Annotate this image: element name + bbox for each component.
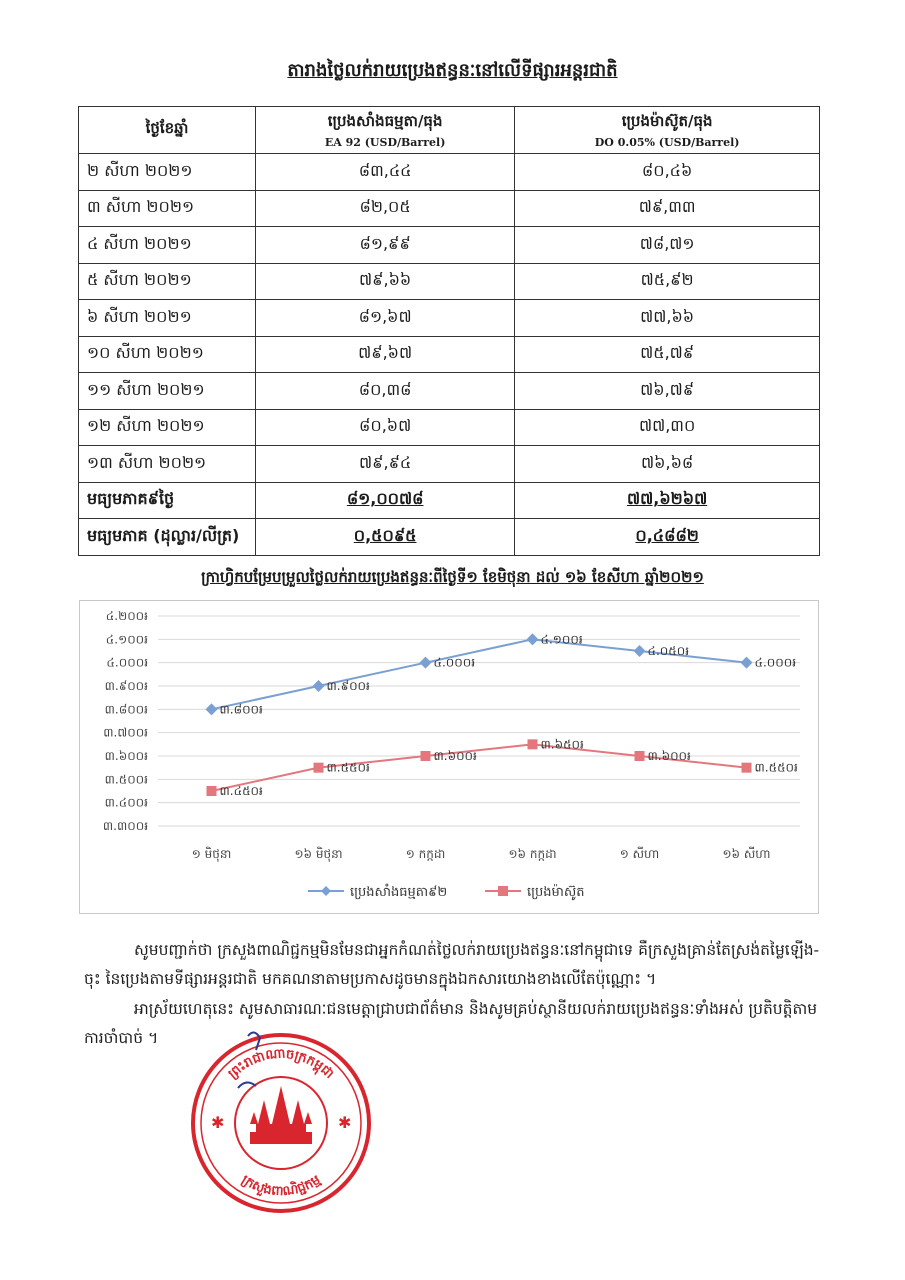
row-diesel-price: ៧៩,៣៣ [515, 190, 820, 227]
seal-top-text: ព្រះរាជាណាចក្រកម្ពុជា [225, 1046, 337, 1082]
row-diesel-price: ៨០,៤៦ [515, 154, 820, 191]
row-gasoline-price: ៨២,០៥ [256, 190, 515, 227]
table-row [79, 300, 820, 337]
data-label: ៤.១០០៛ [540, 632, 583, 647]
angkor-temple-icon [250, 1086, 312, 1144]
data-label: ៤.០០០៛ [754, 655, 797, 670]
row-date: ៤ សីហា ២០២១ [79, 227, 256, 264]
svg-text:ក្រសួងពាណិជ្ជកម្ម [239, 1173, 324, 1200]
average-per-liter-gasoline [256, 519, 515, 556]
table-row [79, 227, 820, 264]
data-label: ៤.០៥០៛ [647, 644, 690, 658]
average-per-liter-gasoline-value: ០,៥០៩៥ [353, 525, 417, 545]
average-gasoline [256, 482, 515, 519]
row-diesel-price: ៧៨,៧១ [515, 227, 820, 264]
y-tick-label: ៤.០០០៛ [106, 655, 148, 670]
average-per-liter-row [79, 519, 820, 556]
table-row [79, 190, 820, 227]
table-row [79, 373, 820, 410]
x-tick-label: ១ កក្កដា [405, 847, 446, 861]
legend-label: ប្រេងសាំងធម្មតា៩២ [350, 885, 448, 900]
instruction-paragraph: អាស្រ័យហេតុនេះ សូមសាធារណៈជនមេត្តាជ្រាបជាព័ត៌មាន និងសូមគ្រប់ស្ថានីយលក់រាយប្រេងឥន្ធនៈទាំងអស់ ប្រតិបត្តិតាមការចាំបាច់ ។ [84, 1000, 818, 1047]
data-point [314, 763, 324, 773]
data-point [527, 633, 539, 645]
legend-marker [498, 886, 508, 896]
y-tick-label: ៣.៧០០៛ [103, 725, 148, 740]
row-date: ១១ សីហា ២០២១ [79, 373, 256, 410]
data-label: ៣.៥៥០៛ [754, 760, 798, 775]
row-date: ៣ សីហា ២០២១ [79, 190, 256, 227]
data-point [206, 703, 218, 715]
y-tick-label: ៣.៦០០៛ [104, 749, 148, 763]
data-point [741, 657, 753, 669]
row-gasoline-price: ៨០,៣៨ [256, 373, 515, 410]
y-tick-label: ៤.២០០៛ [105, 609, 148, 623]
row-gasoline-price: ៧៩,៦៦ [256, 263, 515, 300]
data-label: ៣.៦៥០៛ [540, 737, 584, 752]
row-date: ៥ សីហា ២០២១ [79, 263, 256, 300]
row-gasoline-price: ៨១,៦៧ [256, 300, 515, 337]
data-point [742, 763, 752, 773]
page-title: តារាងថ្លៃលក់រាយប្រេងឥន្ធនៈនៅលើទីផ្សារអន្តរជាតិ [287, 60, 618, 81]
seal-star-icon: ✱ [338, 1113, 352, 1132]
data-point [313, 680, 325, 692]
average-gasoline-value: ៨១,០០៧៨ [346, 489, 424, 509]
data-point [420, 657, 432, 669]
seal-star-icon: ✱ [211, 1113, 225, 1132]
x-tick-label: ១៦ សីហា [722, 847, 771, 861]
data-label: ៣.៦០០៛ [433, 749, 477, 763]
data-label: ៣.៥៥០៛ [326, 760, 370, 775]
header-gasoline [256, 107, 515, 154]
row-gasoline-price: ៨០,៦៧ [256, 409, 515, 446]
table-row [79, 446, 820, 483]
x-tick-label: ១៦ កក្កដា [508, 847, 557, 861]
average-per-liter-diesel-value: ០,៤៨៨២ [635, 525, 699, 545]
y-tick-label: ៣.៨០០៛ [104, 702, 148, 717]
row-gasoline-price: ៨១,៩៩ [256, 227, 515, 264]
data-label: ៣.៨០០៛ [219, 702, 263, 717]
data-point [207, 786, 217, 796]
y-tick-label: ៤.១០០៛ [105, 632, 148, 647]
notice-paragraph: សូមបញ្ជាក់ថា ក្រសួងពាណិជ្ជកម្មមិនមែនជាអ្នកកំណត់ថ្លៃលក់រាយប្រេងឥន្ធនៈនៅកម្ពុជាទេ គឺក្រសួងគ្រាន់តែស្រង់តម្លៃឡើង-ចុះ នៃប្រេងតាមទីផ្សារអន្តរជាតិ មកគណនាតាមប្រកាសដូចមានក្នុងឯកសារយោងខាងលើតែប៉ុណ្ណោះ ។ [84, 941, 820, 988]
header-diesel [515, 107, 820, 154]
header-date-label: ថ្ងៃខែឆ្នាំ [145, 119, 189, 137]
row-diesel-price: ៧៦,៧៩ [515, 373, 820, 410]
legend-marker [321, 886, 331, 896]
data-label: ៤.០០០៛ [433, 655, 476, 670]
data-point [528, 739, 538, 749]
row-gasoline-price: ៨៣,៤៤ [256, 154, 515, 191]
data-point [634, 645, 646, 657]
row-date: ៦ សីហា ២០២១ [79, 300, 256, 337]
row-diesel-price: ៧៧,៣០ [515, 409, 820, 446]
row-date: ១២ សីហា ២០២១ [79, 409, 256, 446]
row-date: ២ សីហា ២០២១ [79, 154, 256, 191]
header-gasoline-unit: EA 92 (USD/Barrel) [324, 135, 446, 149]
x-tick-label: ១ សីហា [619, 847, 660, 861]
y-tick-label: ៣.៤០០៛ [104, 795, 148, 810]
table-header-row [79, 107, 820, 154]
table-row [79, 336, 820, 373]
header-diesel-unit: DO 0.05% (USD/Barrel) [594, 135, 740, 149]
seal-bottom-text: ក្រសួងពាណិជ្ជកម្ម [238, 1172, 324, 1200]
table-row [79, 263, 820, 300]
legend-label: ប្រេងម៉ាស៊ូត [527, 885, 585, 900]
row-diesel-price: ៧៥,៩២ [515, 263, 820, 300]
header-gasoline-label: ប្រេងសាំងធម្មតា/ធុង [327, 111, 443, 130]
row-diesel-price: ៧៥,៧៩ [515, 336, 820, 373]
header-diesel-label: ប្រេងម៉ាស៊ូត/ធុង [621, 111, 713, 130]
chart-svg [80, 601, 818, 913]
ministry-seal-icon [186, 1028, 376, 1218]
y-tick-label: ៣.៥០០៛ [104, 772, 148, 787]
average-diesel [515, 482, 820, 519]
table-row [79, 409, 820, 446]
average-row [79, 482, 820, 519]
y-tick-label: ៣.៩០០៛ [104, 679, 148, 693]
data-label: ៣.៦០០៛ [647, 749, 691, 763]
row-date: ១៣ សីហា ២០២១ [79, 446, 256, 483]
price-chart [79, 600, 819, 914]
data-point [635, 751, 645, 761]
price-table [78, 106, 820, 556]
y-tick-label: ៣.៣០០៛ [102, 819, 148, 833]
data-label: ៣.៩០០៛ [326, 679, 370, 693]
row-gasoline-price: ៧៩,៦៧ [256, 336, 515, 373]
row-gasoline-price: ៧៩,៩៤ [256, 446, 515, 483]
row-diesel-price: ៧៧,៦៦ [515, 300, 820, 337]
average-per-liter-label: មធ្យមភាគ (ដុល្លារ/លីត្រ) [79, 519, 256, 556]
table-row [79, 154, 820, 191]
average-diesel-value: ៧៧,៦២៦៧ [627, 489, 708, 509]
x-tick-label: ១ មិថុនា [191, 847, 232, 861]
header-date [79, 107, 256, 154]
average-per-liter-diesel [515, 519, 820, 556]
average-label: មធ្យមភាគ៩ថ្ងៃ [79, 482, 256, 519]
x-tick-label: ១៦ មិថុនា [294, 847, 343, 861]
data-label: ៣.៤៥០៛ [219, 784, 263, 798]
row-date: ១០ សីហា ២០២១ [79, 336, 256, 373]
row-diesel-price: ៧៦,៦៨ [515, 446, 820, 483]
data-point [421, 751, 431, 761]
chart-title: ក្រាហ្វិកបម្រែបម្រួលថ្លៃលក់រាយប្រេងឥន្ធនៈពីថ្ងៃទី១ ខែមិថុនា ដល់ ១៦ ខែសីហា ឆ្នាំ២០២១ [201, 568, 704, 586]
